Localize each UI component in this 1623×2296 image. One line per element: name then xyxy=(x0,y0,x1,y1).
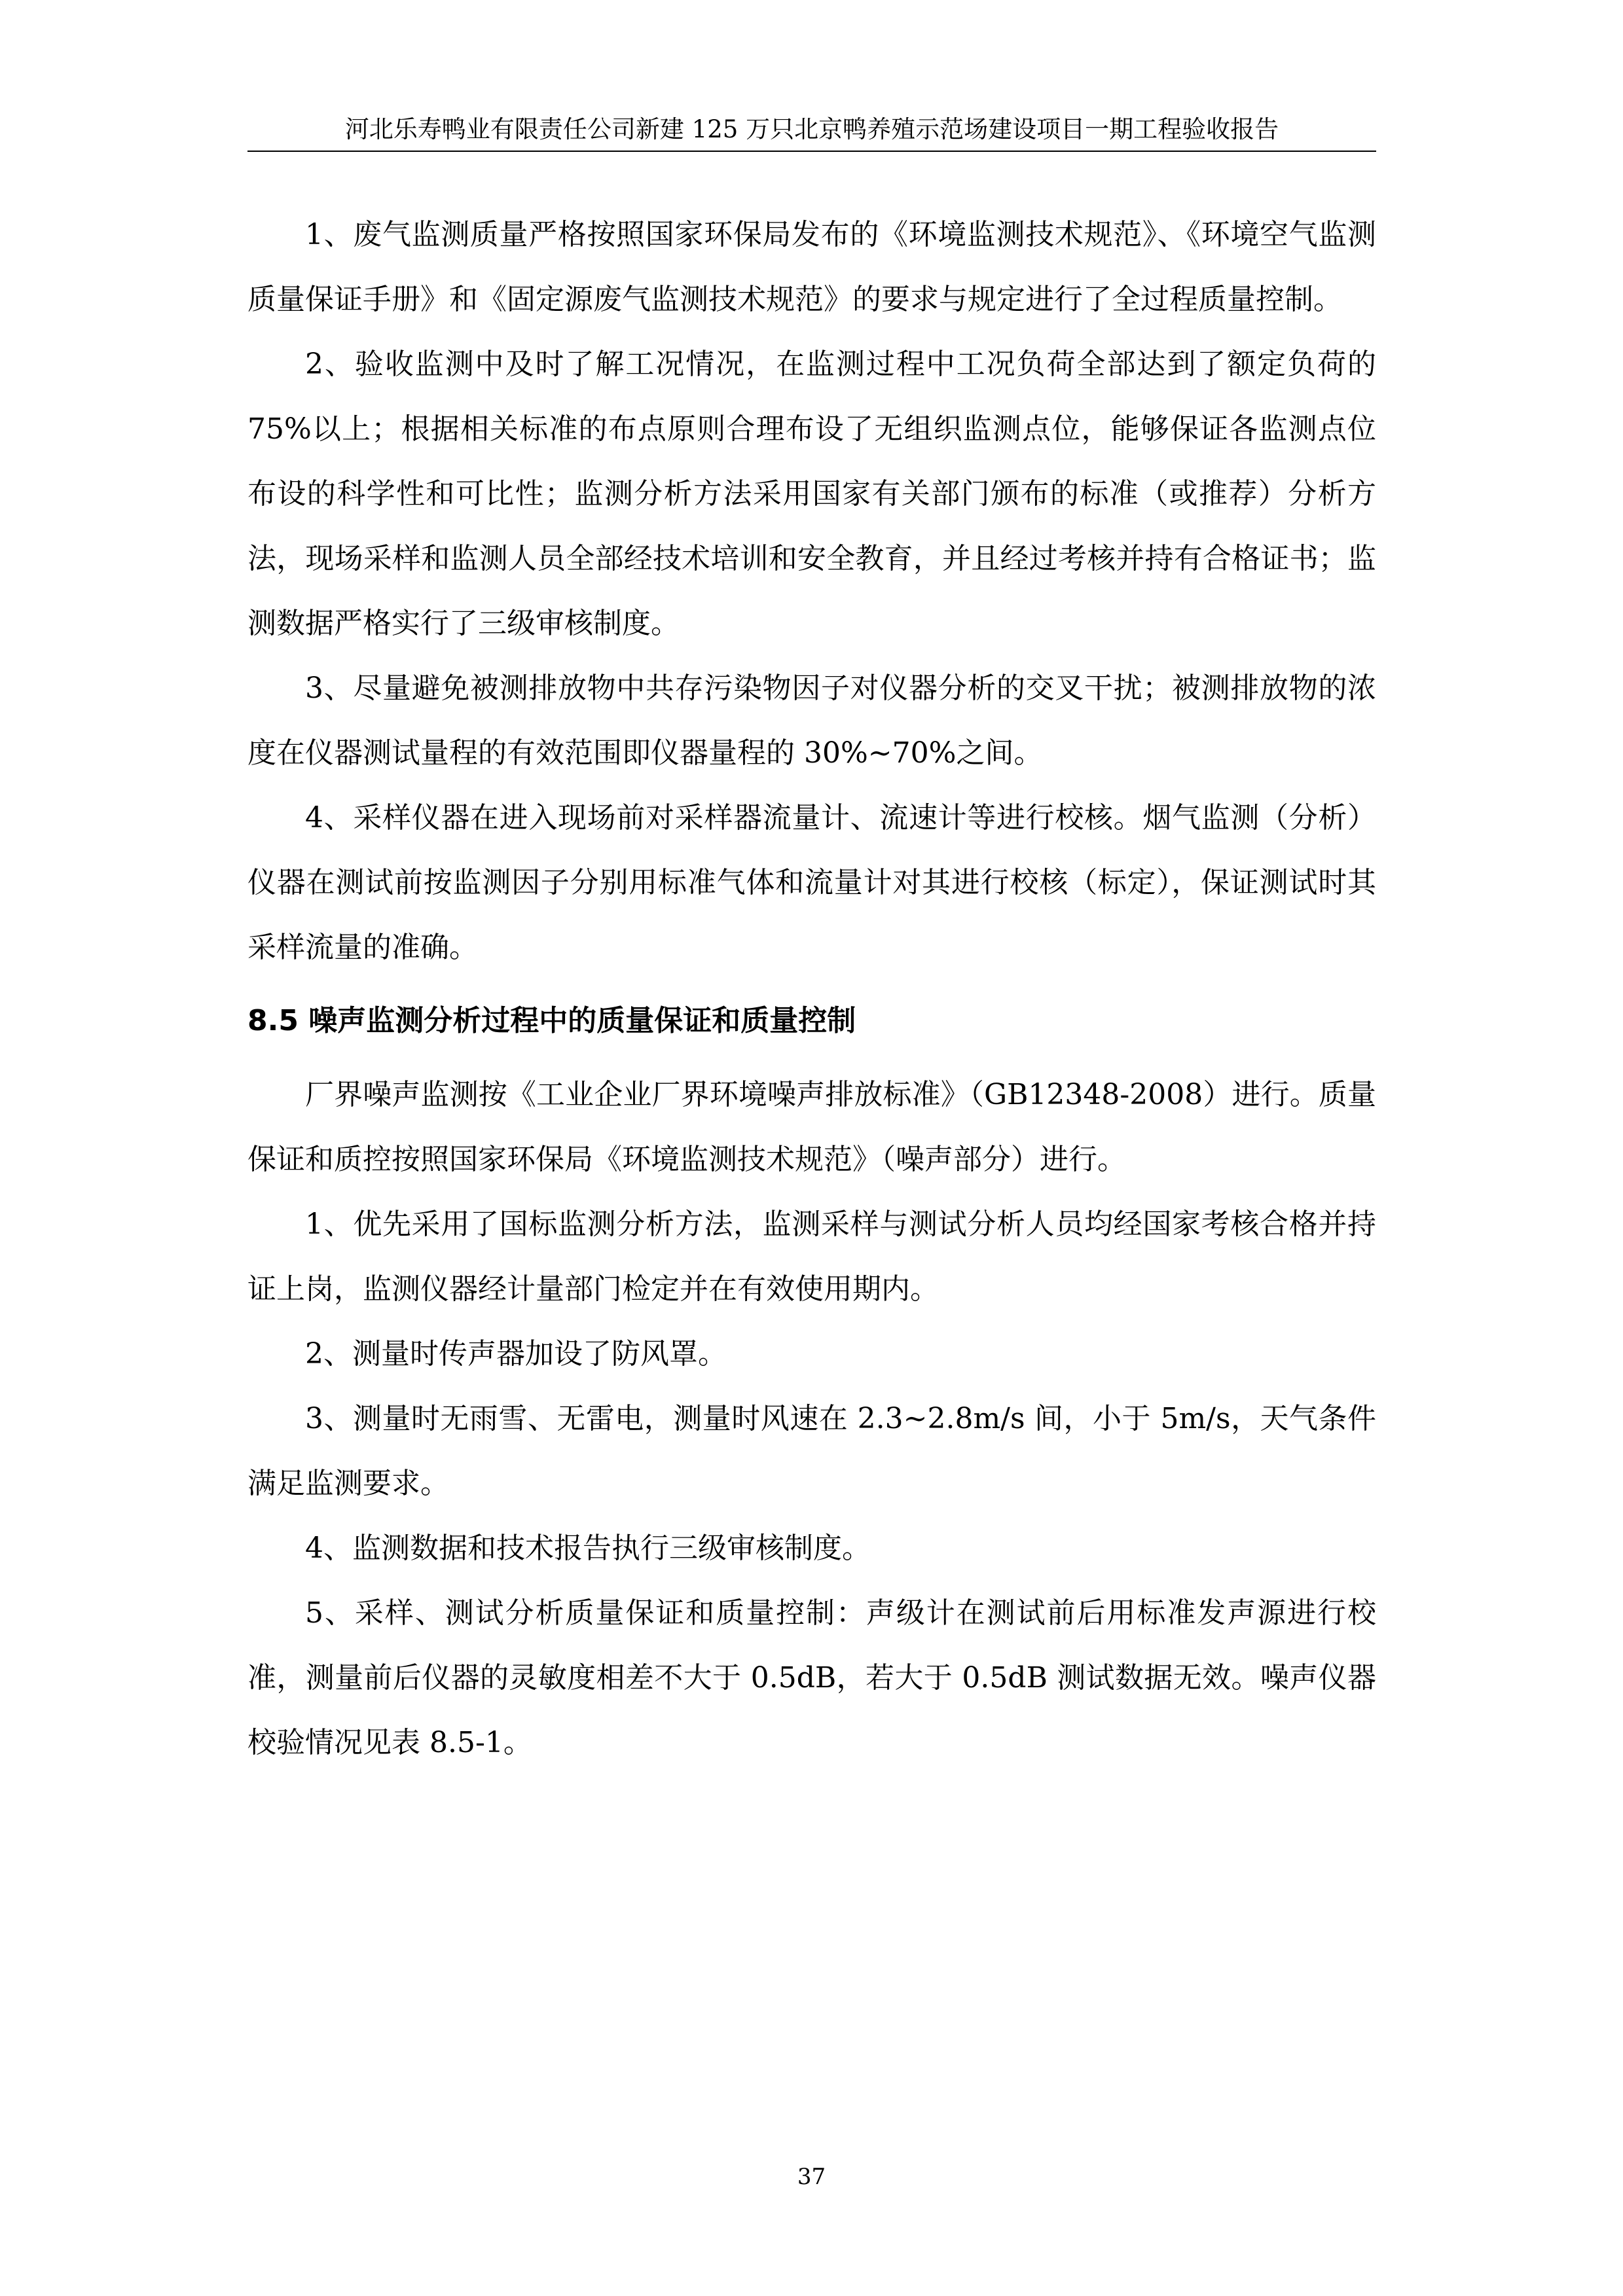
document-body xyxy=(247,202,1376,1775)
noise-paragraph-3: 3、测量时无雨雪、无雷电，测量时风速在 2.3~2.8m/s 间，小于 5m/s，天气条件满足监测要求。 xyxy=(247,1402,1376,1500)
running-header: 河北乐寿鸭业有限责任公司新建 125 万只北京鸭养殖示范场建设项目一期工程验收报告 xyxy=(344,115,1279,143)
section-heading: 8.5 噪声监测分析过程中的质量保证和质量控制 xyxy=(247,1004,856,1037)
noise-paragraph-5: 5、采样、测试分析质量保证和质量控制：声级计在测试前后用标准发声源进行校准，测量前后仪器的灵敏度相差不大于 0.5dB，若大于 0.5dB 测试数据无效。噪声仪器校验情况见表 8.5-1。 xyxy=(247,1596,1376,1759)
header-rule xyxy=(247,151,1376,152)
page-number: 37 xyxy=(797,2164,826,2190)
noise-intro-paragraph: 厂界噪声监测按《工业企业厂界环境噪声排放标准》（GB12348-2008）进行。质量保证和质控按照国家环保局《环境监测技术规范》（噪声部分）进行。 xyxy=(247,1078,1376,1176)
noise-paragraph-2: 2、测量时传声器加设了防风罩。 xyxy=(305,1337,727,1371)
noise-paragraph-1: 1、优先采用了国标监测分析方法，监测采样与测试分析人员均经国家考核合格并持证上岗，监测仪器经计量部门检定并在有效使用期内。 xyxy=(247,1208,1376,1306)
gas-paragraph-3: 3、尽量避免被测排放物中共存污染物因子对仪器分析的交叉干扰；被测排放物的浓度在仪器测试量程的有效范围即仪器量程的 30%~70%之间。 xyxy=(247,672,1376,770)
gas-paragraph-1: 1、废气监测质量严格按照国家环保局发布的《环境监测技术规范》、《环境空气监测质量保证手册》和《固定源废气监测技术规范》的要求与规定进行了全过程质量控制。 xyxy=(247,218,1376,316)
noise-paragraph-4: 4、监测数据和技术报告执行三级审核制度。 xyxy=(305,1532,871,1565)
gas-paragraph-4: 4、采样仪器在进入现场前对采样器流量计、流速计等进行校核。烟气监测（分析）仪器在测试前按监测因子分别用标准气体和流量计对其进行校核（标定），保证测试时其采样流量的准确。 xyxy=(247,801,1376,964)
gas-paragraph-2: 2、验收监测中及时了解工况情况，在监测过程中工况负荷全部达到了额定负荷的 75%以上；根据相关标准的布点原则合理布设了无组织监测点位，能够保证各监测点位布设的科学性和可比性；监测分析方法采用国家有关部门颁布的标准（或推荐）分析方法，现场采样和监测人员全部经技术培训和安全教育，并且经过考核并持有合格证书；监测数据严格实行了三级审核制度。 xyxy=(247,348,1376,640)
